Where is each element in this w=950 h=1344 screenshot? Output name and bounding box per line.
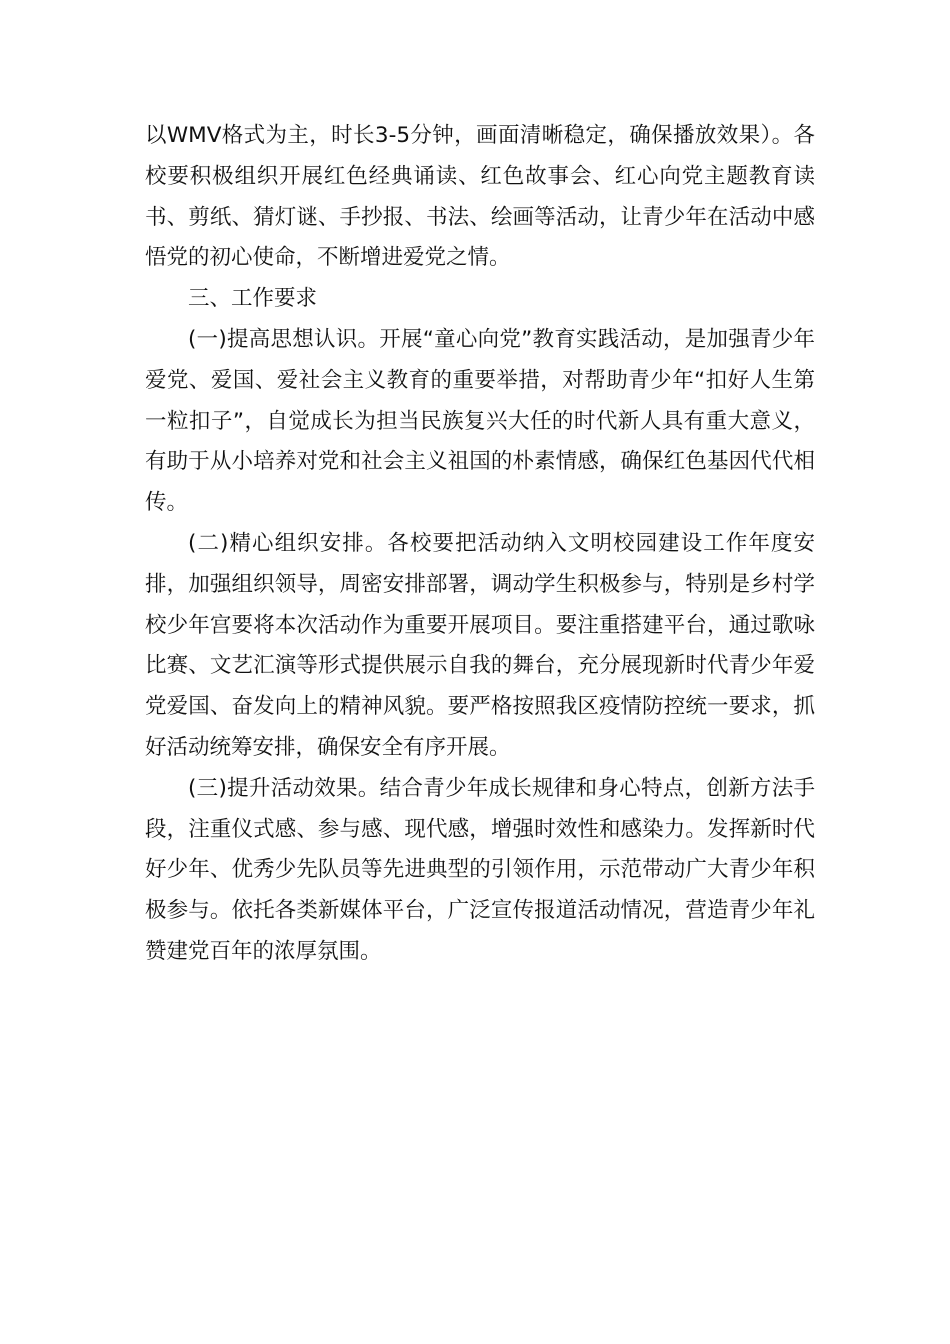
section-heading-work-requirements: 三、工作要求 (188, 286, 318, 312)
paragraph-raise-awareness: (一)提高思想认识。开展“童心向党”教育实践活动，是加强青少年爱党、爱国、爱社会主义教育的重要举措，对帮助青少年“扣好人生第一粒扣子”，自觉成长为担当民族复兴大任的时代新人具有重大意义，有助于从小培养对党和社会主义祖国的朴素情感，确保红色基因代代相传。 (145, 326, 815, 516)
paragraph-improve-effect: (三)提升活动效果。结合青少年成长规律和身心特点，创新方法手段，注重仪式感、参与感、现代感，增强时效性和感染力。发挥新时代好少年、优秀少先队员等先进典型的引领作用，示范带动广大青少年积极参与。依托各类新媒体平台，广泛宣传报道活动情况，营造青少年礼赞建党百年的浓厚氛围。 (145, 775, 815, 964)
paragraph-continuation: 以WMV格式为主，时长3-5分钟，画面清晰稳定，确保播放效果）。各校要积极组织开展红色经典诵读、红色故事会、红心向党主题教育读书、剪纸、猜灯谜、手抄报、书法、绘画等活动，让青少年在活动中感悟党的初心使命，不断增进爱党之情。 (145, 123, 815, 271)
document-page (145, 116, 815, 973)
paragraph-careful-organization: (二)精心组织安排。各校要把活动纳入文明校园建设工作年度安排，加强组织领导，周密安排部署，调动学生积极参与，特别是乡村学校少年宫要将本次活动作为重要开展项目。要注重搭建平台，通过歌咏比赛、文艺汇演等形式提供展示自我的舞台，充分展现新时代青少年爱党爱国、奋发向上的精神风貌。要严格按照我区疫情防控统一要求，抓好活动统筹安排，确保安全有序开展。 (145, 530, 815, 760)
